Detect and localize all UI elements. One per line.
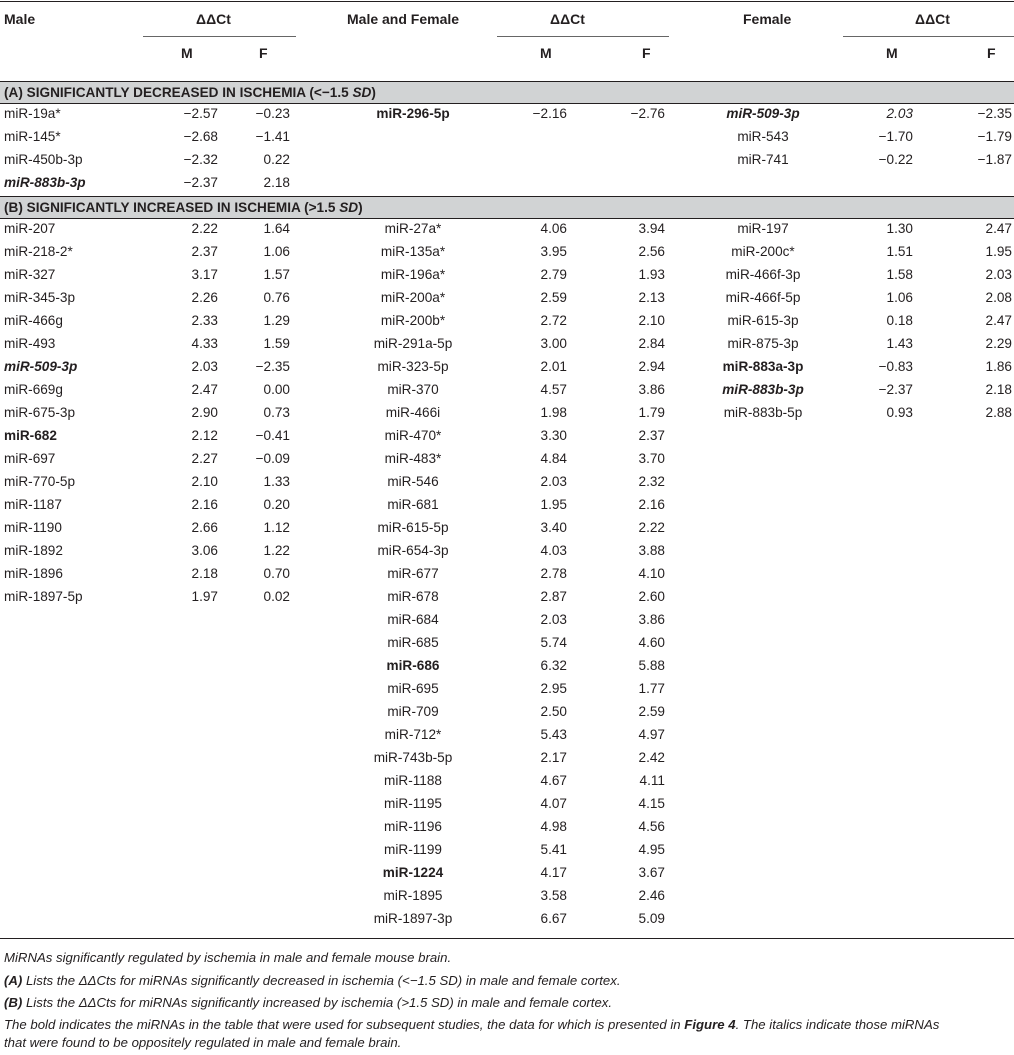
ddct-f-value: 3.67	[638, 865, 665, 880]
mirna-name: miR-466f-3p	[725, 267, 801, 282]
ddct-f-value: 2.59	[638, 704, 665, 719]
ddct-f-value: 4.15	[638, 796, 665, 811]
ddct-f-value: 1.79	[638, 405, 665, 420]
mirna-name: miR-1190	[4, 520, 62, 535]
ddct-f-value: 4.10	[638, 566, 665, 581]
female-ddct-header: ΔΔCt	[915, 11, 950, 27]
both-ddct-underline	[497, 36, 669, 37]
ddct-f-value: 1.57	[263, 267, 290, 282]
ddct-f-value: 2.84	[638, 336, 665, 351]
ddct-m-value: 2.27	[191, 451, 218, 466]
ddct-m-value: 2.90	[191, 405, 218, 420]
male-m-subheader: M	[181, 45, 193, 61]
mirna-name: miR-323-5p	[377, 359, 449, 374]
mirna-name: miR-697	[4, 451, 56, 466]
ddct-m-value: 2.10	[191, 474, 218, 489]
mirna-name: miR-483*	[384, 451, 442, 466]
ddct-m-value: 5.41	[540, 842, 567, 857]
mirna-name: miR-218-2*	[4, 244, 73, 259]
ddct-f-value: 2.16	[638, 497, 665, 512]
ddct-f-value: 3.94	[638, 221, 665, 236]
mirna-name: miR-296-5p	[376, 106, 450, 121]
mirna-name: miR-615-3p	[727, 313, 799, 328]
ddct-f-value: 5.88	[638, 658, 665, 673]
top-rule	[0, 1, 1014, 2]
ddct-f-value: −1.41	[255, 129, 290, 144]
ddct-f-value: 1.86	[985, 359, 1012, 374]
mirna-name: miR-678	[387, 589, 439, 604]
male-column-header: Male	[4, 11, 36, 27]
mirna-name: miR-196a*	[380, 267, 446, 282]
mirna-name: miR-200c*	[731, 244, 795, 259]
mirna-name: miR-345-3p	[4, 290, 76, 305]
ddct-f-value: −1.79	[977, 129, 1012, 144]
ddct-f-value: 1.12	[263, 520, 290, 535]
mirna-name: miR-466i	[385, 405, 441, 420]
ddct-m-value: 3.30	[540, 428, 567, 443]
ddct-f-value: 4.11	[639, 773, 665, 788]
mirna-name: miR-883b-3p	[722, 382, 804, 397]
female-m-subheader: M	[886, 45, 898, 61]
ddct-m-value: 2.17	[540, 750, 567, 765]
ddct-f-value: 2.08	[985, 290, 1012, 305]
mirna-name: miR-493	[4, 336, 56, 351]
mirna-name: miR-669g	[4, 382, 63, 397]
ddct-m-value: 3.58	[540, 888, 567, 903]
ddct-m-value: 2.03	[540, 612, 567, 627]
ddct-m-value: 4.98	[540, 819, 567, 834]
ddct-m-value: −0.83	[878, 359, 913, 374]
ddct-f-value: 1.06	[263, 244, 290, 259]
ddct-f-value: 1.93	[638, 267, 665, 282]
ddct-f-value: −0.41	[255, 428, 290, 443]
ddct-m-value: 3.40	[540, 520, 567, 535]
mirna-name: miR-466g	[4, 313, 63, 328]
mirna-name: miR-1187	[4, 497, 62, 512]
mirna-name: miR-1199	[384, 842, 442, 857]
section-b-band	[0, 196, 1014, 219]
ddct-f-value: 1.95	[985, 244, 1012, 259]
mirna-name: miR-685	[387, 635, 439, 650]
ddct-m-value: 2.79	[540, 267, 567, 282]
ddct-m-value: −1.70	[878, 129, 913, 144]
mirna-name: miR-509-3p	[4, 359, 78, 374]
ddct-m-value: −2.16	[532, 106, 567, 121]
ddct-m-value: 2.18	[191, 566, 218, 581]
ddct-m-value: 2.37	[191, 244, 218, 259]
ddct-f-value: 2.88	[985, 405, 1012, 420]
ddct-m-value: 3.06	[191, 543, 218, 558]
ddct-m-value: 0.18	[886, 313, 913, 328]
ddct-f-value: 2.29	[985, 336, 1012, 351]
mirna-name: miR-207	[4, 221, 56, 236]
ddct-m-value: 4.03	[540, 543, 567, 558]
mirna-name: miR-712*	[384, 727, 442, 742]
mirna-name: miR-145*	[4, 129, 61, 144]
male-f-subheader: F	[259, 45, 268, 61]
footnote-caption: MiRNAs significantly regulated by ischemia in male and female mouse brain.	[4, 950, 452, 965]
mirna-name: miR-695	[387, 681, 439, 696]
ddct-f-value: 0.76	[263, 290, 290, 305]
ddct-m-value: −2.32	[183, 152, 218, 167]
ddct-f-value: 2.46	[638, 888, 665, 903]
ddct-m-value: 3.95	[540, 244, 567, 259]
mirna-name: miR-450b-3p	[4, 152, 83, 167]
ddct-f-value: 2.18	[985, 382, 1012, 397]
ddct-f-value: −2.35	[977, 106, 1012, 121]
mirna-name: miR-327	[4, 267, 56, 282]
mirna-name: miR-654-3p	[377, 543, 449, 558]
mirna-name: miR-197	[737, 221, 789, 236]
ddct-f-value: 2.22	[638, 520, 665, 535]
ddct-f-value: 3.70	[638, 451, 665, 466]
ddct-m-value: 1.98	[540, 405, 567, 420]
ddct-m-value: −0.22	[878, 152, 913, 167]
mirna-name: miR-770-5p	[4, 474, 76, 489]
ddct-f-value: 1.64	[263, 221, 290, 236]
ddct-f-value: 0.00	[263, 382, 290, 397]
ddct-m-value: 0.93	[886, 405, 913, 420]
mirna-name: miR-615-5p	[377, 520, 449, 535]
ddct-f-value: −0.09	[255, 451, 290, 466]
ddct-m-value: 3.17	[191, 267, 218, 282]
mirna-name: miR-681	[387, 497, 439, 512]
ddct-f-value: 3.88	[638, 543, 665, 558]
section-a-band	[0, 81, 1014, 104]
mirna-name: miR-200a*	[380, 290, 446, 305]
ddct-m-value: 2.03	[540, 474, 567, 489]
ddct-m-value: 2.33	[191, 313, 218, 328]
ddct-f-value: 4.97	[638, 727, 665, 742]
male-ddct-underline	[143, 36, 296, 37]
mirna-name: miR-27a*	[384, 221, 442, 236]
ddct-f-value: 2.13	[638, 290, 665, 305]
ddct-m-value: 2.59	[540, 290, 567, 305]
ddct-m-value: 4.17	[540, 865, 567, 880]
mirna-name: miR-684	[387, 612, 439, 627]
mirna-name: miR-466f-5p	[725, 290, 801, 305]
ddct-m-value: 5.74	[540, 635, 567, 650]
ddct-m-value: 1.06	[886, 290, 913, 305]
ddct-m-value: 2.78	[540, 566, 567, 581]
mirna-name: miR-546	[387, 474, 439, 489]
ddct-m-value: 6.32	[540, 658, 567, 673]
ddct-f-value: 0.20	[263, 497, 290, 512]
ddct-f-value: 0.70	[263, 566, 290, 581]
mirna-name: miR-1195	[384, 796, 442, 811]
ddct-f-value: 2.18	[263, 175, 290, 190]
ddct-m-value: 1.58	[886, 267, 913, 282]
ddct-f-value: 2.10	[638, 313, 665, 328]
ddct-m-value: 1.97	[191, 589, 218, 604]
ddct-f-value: −0.23	[255, 106, 290, 121]
mirna-name: miR-370	[387, 382, 439, 397]
ddct-m-value: 2.12	[191, 428, 218, 443]
ddct-m-value: 5.43	[540, 727, 567, 742]
ddct-m-value: −2.37	[183, 175, 218, 190]
ddct-m-value: 1.95	[540, 497, 567, 512]
ddct-f-value: 2.32	[638, 474, 665, 489]
mirna-name: miR-682	[4, 428, 57, 443]
mirna-name: miR-1897-5p	[4, 589, 83, 604]
ddct-m-value: 2.72	[540, 313, 567, 328]
mirna-name: miR-883a-3p	[722, 359, 804, 374]
mirna-name: miR-1224	[382, 865, 444, 880]
both-m-subheader: M	[540, 45, 552, 61]
mirna-name: miR-741	[737, 152, 789, 167]
both-column-header: Male and Female	[347, 11, 460, 27]
mirna-name: miR-543	[737, 129, 789, 144]
ddct-m-value: 2.03	[191, 359, 218, 374]
ddct-m-value: 2.87	[540, 589, 567, 604]
ddct-f-value: 3.86	[638, 612, 665, 627]
ddct-m-value: 2.01	[540, 359, 567, 374]
ddct-f-value: 5.09	[638, 911, 665, 926]
footnote-bold-note: The bold indicates the miRNAs in the table that were used for subsequent studies, the data for which is presented in Figure 4. The italics indicate those miRNAs	[4, 1017, 940, 1032]
footnote-italic-note: that were found to be oppositely regulated in male and female brain.	[4, 1035, 402, 1050]
mirna-name: miR-875-3p	[727, 336, 799, 351]
mirna-name: miR-135a*	[380, 244, 446, 259]
ddct-m-value: 2.16	[191, 497, 218, 512]
ddct-f-value: 0.22	[263, 152, 290, 167]
ddct-f-value: −2.76	[630, 106, 665, 121]
ddct-m-value: 2.50	[540, 704, 567, 719]
ddct-f-value: 2.03	[985, 267, 1012, 282]
ddct-m-value: 4.67	[540, 773, 567, 788]
mirna-name: miR-883b-5p	[723, 405, 803, 420]
mirna-name: miR-470*	[384, 428, 442, 443]
ddct-m-value: 2.26	[191, 290, 218, 305]
mirna-name: miR-1892	[4, 543, 63, 558]
ddct-m-value: −2.68	[183, 129, 218, 144]
ddct-f-value: 1.22	[263, 543, 290, 558]
ddct-m-value: 4.57	[540, 382, 567, 397]
section-a-title: (A) SIGNIFICANTLY DECREASED IN ISCHEMIA (<−1.5 SD)	[4, 85, 376, 100]
mirna-name: miR-200b*	[380, 313, 446, 328]
both-ddct-header: ΔΔCt	[550, 11, 585, 27]
ddct-f-value: 2.47	[985, 221, 1012, 236]
mirna-name: miR-677	[387, 566, 439, 581]
female-column-header: Female	[743, 11, 792, 27]
mirna-name: miR-19a*	[4, 106, 61, 121]
ddct-m-value: 1.43	[886, 336, 913, 351]
ddct-m-value: −2.57	[183, 106, 218, 121]
footnote-a: (A) Lists the ΔΔCts for miRNAs significantly decreased in ischemia (<−1.5 SD) in male and female cortex.	[4, 973, 621, 988]
bottom-rule	[0, 938, 1014, 939]
mirna-name: miR-883b-3p	[4, 175, 86, 190]
ddct-m-value: 4.84	[540, 451, 567, 466]
ddct-f-value: 2.47	[985, 313, 1012, 328]
ddct-m-value: 4.07	[540, 796, 567, 811]
ddct-m-value: 4.06	[540, 221, 567, 236]
mirna-name: miR-1897-3p	[373, 911, 453, 926]
ddct-f-value: 4.56	[638, 819, 665, 834]
ddct-m-value: 2.95	[540, 681, 567, 696]
mirna-name: miR-709	[387, 704, 439, 719]
ddct-m-value: 2.22	[191, 221, 218, 236]
ddct-f-value: 4.95	[638, 842, 665, 857]
ddct-f-value: 1.59	[263, 336, 290, 351]
section-b-title: (B) SIGNIFICANTLY INCREASED IN ISCHEMIA (>1.5 SD)	[4, 200, 363, 215]
mirna-name: miR-743b-5p	[373, 750, 453, 765]
male-ddct-header: ΔΔCt	[196, 11, 231, 27]
ddct-f-value: −2.35	[255, 359, 290, 374]
ddct-m-value: 2.47	[191, 382, 218, 397]
female-ddct-underline	[843, 36, 1014, 37]
ddct-m-value: 6.67	[540, 911, 567, 926]
ddct-f-value: 2.60	[638, 589, 665, 604]
ddct-f-value: 3.86	[638, 382, 665, 397]
ddct-f-value: 1.29	[263, 313, 290, 328]
ddct-f-value: −1.87	[977, 152, 1012, 167]
ddct-f-value: 2.42	[638, 750, 665, 765]
female-f-subheader: F	[987, 45, 996, 61]
ddct-f-value: 0.73	[263, 405, 290, 420]
mirna-name: miR-509-3p	[726, 106, 800, 121]
mirna-name: miR-686	[386, 658, 440, 673]
mirna-name: miR-1196	[384, 819, 442, 834]
ddct-m-value: 3.00	[540, 336, 567, 351]
mirna-name: miR-1895	[383, 888, 443, 903]
ddct-f-value: 1.77	[638, 681, 665, 696]
ddct-m-value: −2.37	[878, 382, 913, 397]
both-f-subheader: F	[642, 45, 651, 61]
ddct-f-value: 1.33	[263, 474, 290, 489]
mirna-name: miR-675-3p	[4, 405, 76, 420]
footnote-b: (B) Lists the ΔΔCts for miRNAs significantly increased by ischemia (>1.5 SD) in male and female cortex.	[4, 995, 613, 1010]
ddct-m-value: 2.03	[886, 106, 913, 121]
mirna-name: miR-1896	[4, 566, 63, 581]
mirna-name: miR-291a-5p	[373, 336, 453, 351]
mirna-name: miR-1188	[384, 773, 442, 788]
ddct-f-value: 2.94	[638, 359, 665, 374]
ddct-f-value: 4.60	[638, 635, 665, 650]
ddct-m-value: 1.30	[886, 221, 913, 236]
ddct-f-value: 2.37	[638, 428, 665, 443]
ddct-m-value: 4.33	[191, 336, 218, 351]
ddct-m-value: 1.51	[886, 244, 913, 259]
ddct-f-value: 0.02	[263, 589, 290, 604]
ddct-f-value: 2.56	[638, 244, 665, 259]
ddct-m-value: 2.66	[191, 520, 218, 535]
